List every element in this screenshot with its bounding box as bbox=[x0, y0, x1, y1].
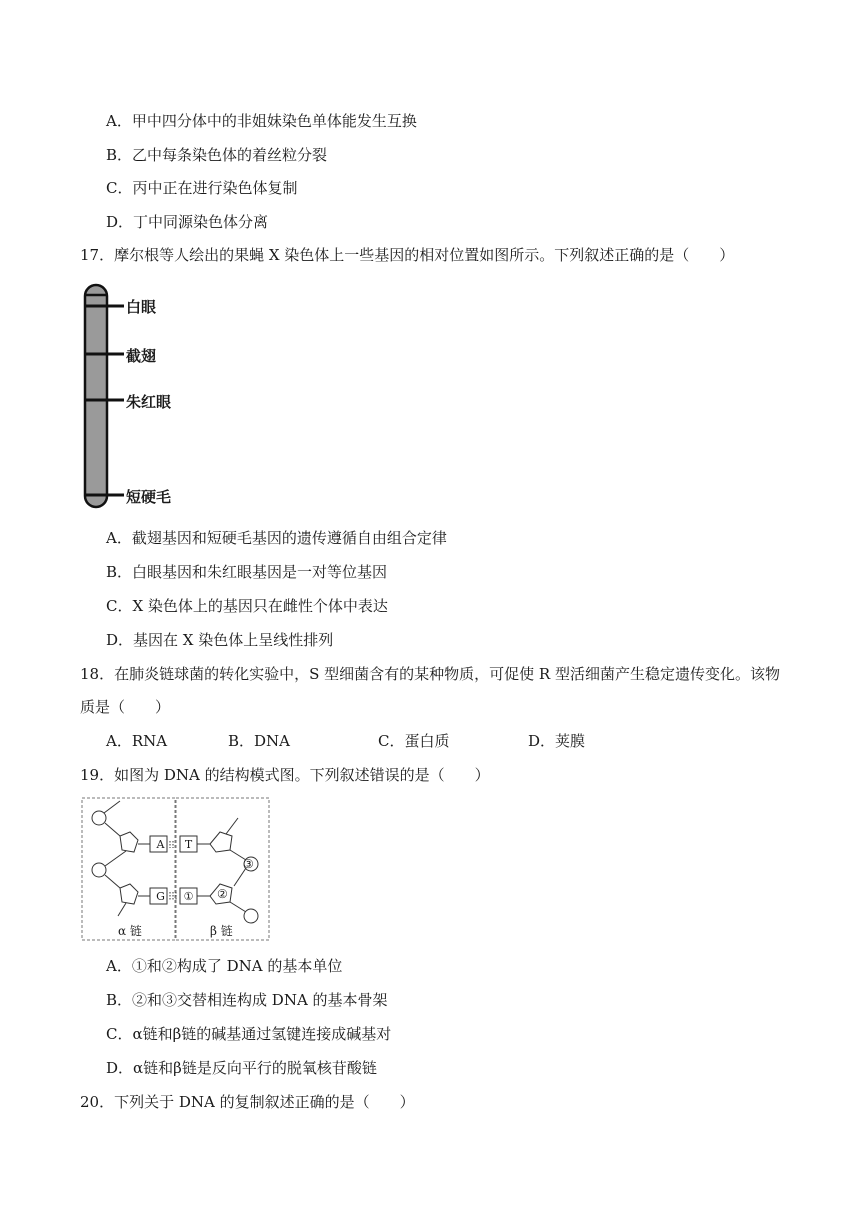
q17-stem: 17．摩尔根等人绘出的果蝇 X 染色体上一些基因的相对位置如图所示。下列叙述正确的是（ ） bbox=[80, 246, 735, 264]
q16-option-b: B．乙中每条染色体的着丝粒分裂 bbox=[106, 146, 328, 164]
q20-stem: 20．下列关于 DNA 的复制叙述正确的是（ ） bbox=[80, 1093, 415, 1111]
beta-chain-label: β 链 bbox=[210, 924, 233, 938]
dna-structure-figure bbox=[80, 796, 272, 943]
base-a-label: A bbox=[156, 838, 165, 851]
alpha-chain-label: α 链 bbox=[118, 924, 142, 938]
q19-option-d: D．α链和β链是反向平行的脱氧核苷酸链 bbox=[106, 1059, 377, 1077]
q17-option-d: D．基因在 X 染色体上呈线性排列 bbox=[106, 631, 334, 649]
q16-option-d: D．丁中同源染色体分离 bbox=[106, 213, 269, 231]
q16-option-a: A．甲中四分体中的非姐妹染色单体能发生互换 bbox=[106, 112, 417, 130]
sugar-2-label: ② bbox=[217, 887, 228, 901]
q19-option-a: A．①和②构成了 DNA 的基本单位 bbox=[106, 957, 343, 975]
q18-option-b: B．DNA bbox=[228, 732, 291, 750]
gene-label-cut-wing: 截翅 bbox=[126, 347, 157, 365]
gene-label-white-eye: 白眼 bbox=[126, 298, 157, 316]
q18-stem-line2: 质是（ ） bbox=[80, 698, 171, 716]
q16-option-c: C．丙中正在进行染色体复制 bbox=[106, 179, 298, 197]
q18-stem-line1: 18．在肺炎链球菌的转化实验中，S 型细菌含有的某种物质，可促使 R 型活细菌产生稳定遗传变化。该物 bbox=[80, 665, 780, 683]
gene-label-short-bristle: 短硬毛 bbox=[126, 488, 172, 506]
phosphate-3-label: ③ bbox=[243, 857, 254, 871]
q19-stem: 19．如图为 DNA 的结构模式图。下列叙述错误的是（ ） bbox=[80, 766, 490, 784]
q18-option-a: A．RNA bbox=[106, 732, 168, 750]
q17-option-a: A．截翅基因和短硬毛基因的遗传遵循自由组合定律 bbox=[106, 529, 447, 547]
base-t-label: T bbox=[184, 838, 193, 851]
base-1-label: ① bbox=[183, 890, 194, 903]
q19-option-c: C．α链和β链的碱基通过氢键连接成碱基对 bbox=[106, 1025, 392, 1043]
q17-option-b: B．白眼基因和朱红眼基因是一对等位基因 bbox=[106, 563, 388, 581]
gene-label-vermilion-eye: 朱红眼 bbox=[126, 393, 172, 411]
q19-option-b: B．②和③交替相连构成 DNA 的基本骨架 bbox=[106, 991, 388, 1009]
base-g-label: G bbox=[156, 890, 165, 903]
q18-option-c: C．蛋白质 bbox=[378, 732, 450, 750]
q17-option-c: C．X 染色体上的基因只在雌性个体中表达 bbox=[106, 597, 388, 615]
chromosome-figure bbox=[80, 282, 200, 512]
q18-option-d: D．荚膜 bbox=[528, 732, 586, 750]
